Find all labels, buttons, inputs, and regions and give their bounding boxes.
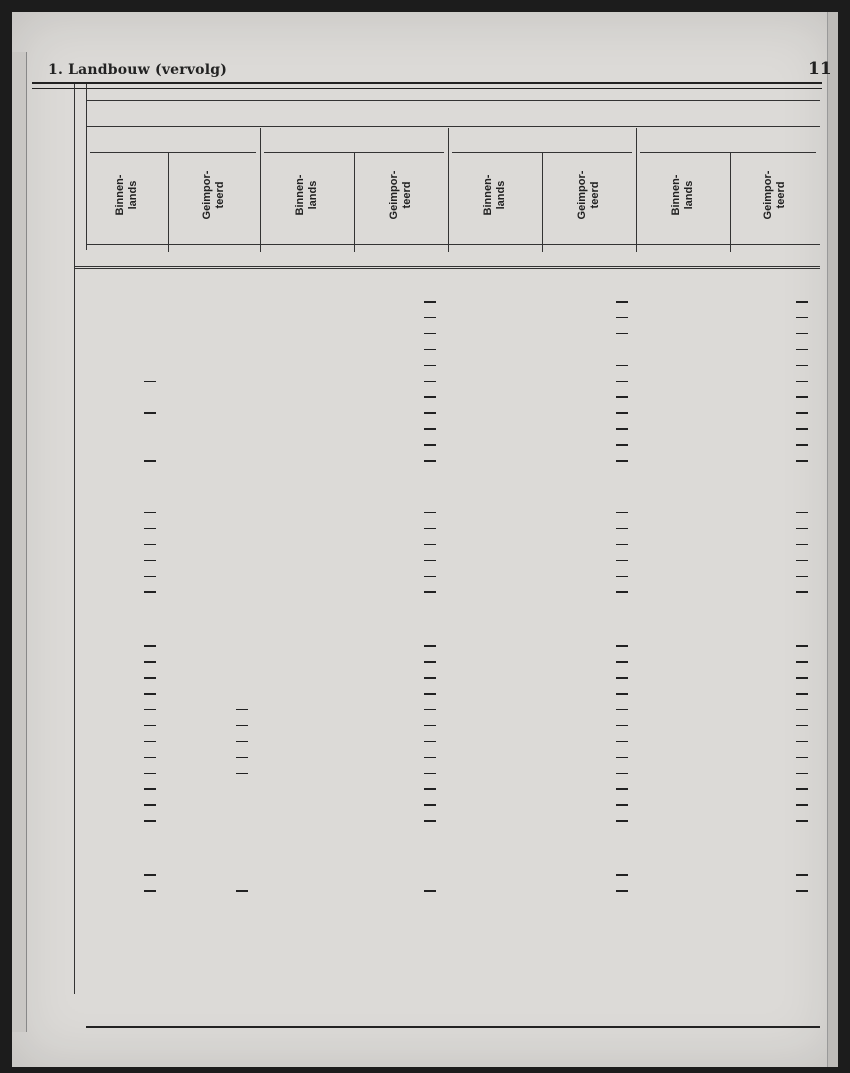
table-cell-dash xyxy=(424,725,436,727)
table-cell-dash xyxy=(796,460,808,462)
col-header-geiten-binnenlands: Binnen- lands xyxy=(670,174,695,216)
table-cell-dash xyxy=(616,804,628,806)
table-cell-dash xyxy=(144,788,156,790)
page-binding-edge xyxy=(827,12,838,1067)
table-cell-dash xyxy=(616,444,628,446)
table-cell-dash xyxy=(144,677,156,679)
table-cell-dash xyxy=(424,645,436,647)
table-cell-dash xyxy=(796,661,808,663)
table-cell-dash xyxy=(616,460,628,462)
col-header-varkens-geimporteerd: Geimpor- teerd xyxy=(388,170,413,220)
table-cell-dash xyxy=(796,773,808,775)
table-cell-dash xyxy=(424,365,436,367)
table-cell-dash xyxy=(796,444,808,446)
table-cell-dash xyxy=(144,576,156,578)
table-cell-dash xyxy=(796,820,808,822)
table-cell-dash xyxy=(616,544,628,546)
table-cell-dash xyxy=(144,645,156,647)
table-cell-dash xyxy=(424,412,436,414)
table-cell-dash xyxy=(424,591,436,593)
table-cell-dash xyxy=(796,645,808,647)
table-cell-dash xyxy=(796,890,808,892)
region-underline xyxy=(86,100,820,101)
group-divider-0 xyxy=(260,128,261,252)
table-cell-dash xyxy=(144,890,156,892)
table-cell-dash xyxy=(144,560,156,562)
table-cell-dash xyxy=(144,725,156,727)
table-cell-dash xyxy=(144,820,156,822)
table-cell-dash xyxy=(796,381,808,383)
table-cell-dash xyxy=(424,528,436,530)
table-cell-dash xyxy=(424,333,436,335)
table-cell-dash xyxy=(796,301,808,303)
table-cell-dash xyxy=(236,725,248,727)
col-number-rule xyxy=(74,266,820,267)
table-cell-dash xyxy=(796,428,808,430)
table-cell-dash xyxy=(144,804,156,806)
col-divider-3 xyxy=(730,152,731,252)
table-cell-dash xyxy=(796,677,808,679)
table-cell-dash xyxy=(796,725,808,727)
table-cell-dash xyxy=(616,773,628,775)
table-cell-dash xyxy=(616,333,628,335)
table-cell-dash xyxy=(796,788,808,790)
adjacent-page-edge xyxy=(12,52,27,1032)
table-cell-dash xyxy=(144,693,156,695)
table-cell-dash xyxy=(424,544,436,546)
page-number: 11 xyxy=(808,59,832,79)
table-cell-dash xyxy=(424,428,436,430)
col-divider-2 xyxy=(542,152,543,252)
table-cell-dash xyxy=(424,820,436,822)
table-cell-dash xyxy=(616,512,628,514)
table-cell-dash xyxy=(796,757,808,759)
table-cell-dash xyxy=(616,576,628,578)
table-cell-dash xyxy=(796,365,808,367)
table-cell-dash xyxy=(424,661,436,663)
table-cell-dash xyxy=(144,591,156,593)
table-cell-dash xyxy=(616,890,628,892)
table-cell-dash xyxy=(796,512,808,514)
table-cell-dash xyxy=(424,349,436,351)
table-cell-dash xyxy=(424,757,436,759)
table-cell-dash xyxy=(616,874,628,876)
table-cell-dash xyxy=(796,591,808,593)
col-header-schapen-binnenlands: Binnen- lands xyxy=(482,174,507,216)
table-cell-dash xyxy=(616,591,628,593)
table-cell-dash xyxy=(616,428,628,430)
table-cell-dash xyxy=(424,788,436,790)
col-divider-0 xyxy=(168,152,169,252)
table-cell-dash xyxy=(144,460,156,462)
table-cell-dash xyxy=(796,396,808,398)
table-cell-dash xyxy=(796,544,808,546)
col-number-rule-2 xyxy=(74,268,820,269)
table-cell-dash xyxy=(424,460,436,462)
table-cell-dash xyxy=(616,381,628,383)
group-underline-0 xyxy=(90,152,256,153)
table-cell-dash xyxy=(424,560,436,562)
table-cell-dash xyxy=(616,412,628,414)
table-cell-dash xyxy=(144,661,156,663)
table-cell-dash xyxy=(424,741,436,743)
table-cell-dash xyxy=(424,804,436,806)
table-cell-dash xyxy=(424,317,436,319)
table-cell-dash xyxy=(144,773,156,775)
table-cell-dash xyxy=(616,560,628,562)
table-cell-dash xyxy=(616,661,628,663)
table-cell-dash xyxy=(144,709,156,711)
table-cell-dash xyxy=(796,741,808,743)
col-divider-1 xyxy=(354,152,355,252)
table-cell-dash xyxy=(796,804,808,806)
table-cell-dash xyxy=(796,349,808,351)
table-cell-dash xyxy=(424,773,436,775)
table-left-border xyxy=(74,84,75,994)
table-cell-dash xyxy=(144,528,156,530)
table-cell-dash xyxy=(424,693,436,695)
table-cell-dash xyxy=(144,544,156,546)
table-cell-dash xyxy=(796,528,808,530)
table-cell-dash xyxy=(616,317,628,319)
table-cell-dash xyxy=(236,741,248,743)
table-cell-dash xyxy=(144,874,156,876)
group-divider-1 xyxy=(448,128,449,252)
table-cell-dash xyxy=(144,412,156,414)
subheader-underline xyxy=(86,126,820,127)
col-header-runderen-geimporteerd: Geimpor- teerd xyxy=(201,170,226,220)
table-cell-dash xyxy=(236,773,248,775)
table-cell-dash xyxy=(424,512,436,514)
table-cell-dash xyxy=(144,757,156,759)
col-header-geiten-geimporteerd: Geimpor- teerd xyxy=(762,170,787,220)
table-cell-dash xyxy=(796,693,808,695)
group-underline-3 xyxy=(640,152,816,153)
table-cell-dash xyxy=(144,512,156,514)
page-title: 1. Landbouw (vervolg) xyxy=(48,62,228,78)
table-cell-dash xyxy=(616,788,628,790)
table-cell-dash xyxy=(236,757,248,759)
table-cell-dash xyxy=(796,560,808,562)
table-cell-dash xyxy=(796,317,808,319)
table-cell-dash xyxy=(796,576,808,578)
table-cell-dash xyxy=(236,890,248,892)
col-header-schapen-geimporteerd: Geimpor- teerd xyxy=(576,170,601,220)
group-underline-2 xyxy=(452,152,632,153)
table-cell-dash xyxy=(616,741,628,743)
table-cell-dash xyxy=(424,709,436,711)
table-cell-dash xyxy=(424,677,436,679)
col-header-runderen-binnenlands: Binnen- lands xyxy=(114,174,139,216)
header-rule-2 xyxy=(32,88,822,89)
table-cell-dash xyxy=(144,381,156,383)
table-cell-dash xyxy=(424,301,436,303)
table-cell-dash xyxy=(616,301,628,303)
header-rule xyxy=(32,82,822,84)
table-cell-dash xyxy=(616,725,628,727)
table-cell-dash xyxy=(616,820,628,822)
table-cell-dash xyxy=(236,709,248,711)
table-cell-dash xyxy=(616,757,628,759)
table-cell-dash xyxy=(796,874,808,876)
table-cell-dash xyxy=(424,444,436,446)
table-cell-dash xyxy=(796,412,808,414)
col-header-rule xyxy=(86,244,820,245)
table-cell-dash xyxy=(616,528,628,530)
table-cell-dash xyxy=(616,645,628,647)
table-cell-dash xyxy=(616,709,628,711)
table-cell-dash xyxy=(424,396,436,398)
table-cell-dash xyxy=(796,709,808,711)
table-cell-dash xyxy=(796,333,808,335)
table-cell-dash xyxy=(144,741,156,743)
table-cell-dash xyxy=(424,381,436,383)
table-cell-dash xyxy=(616,396,628,398)
table-cell-dash xyxy=(424,576,436,578)
col-header-varkens-binnenlands: Binnen- lands xyxy=(294,174,319,216)
group-underline-1 xyxy=(264,152,444,153)
document-page xyxy=(12,12,838,1067)
table-cell-dash xyxy=(616,677,628,679)
table-cell-dash xyxy=(616,693,628,695)
table-cell-dash xyxy=(616,365,628,367)
region-left-border xyxy=(86,84,87,250)
table-cell-dash xyxy=(424,890,436,892)
bottom-rule xyxy=(86,1026,820,1028)
group-divider-2 xyxy=(636,128,637,252)
